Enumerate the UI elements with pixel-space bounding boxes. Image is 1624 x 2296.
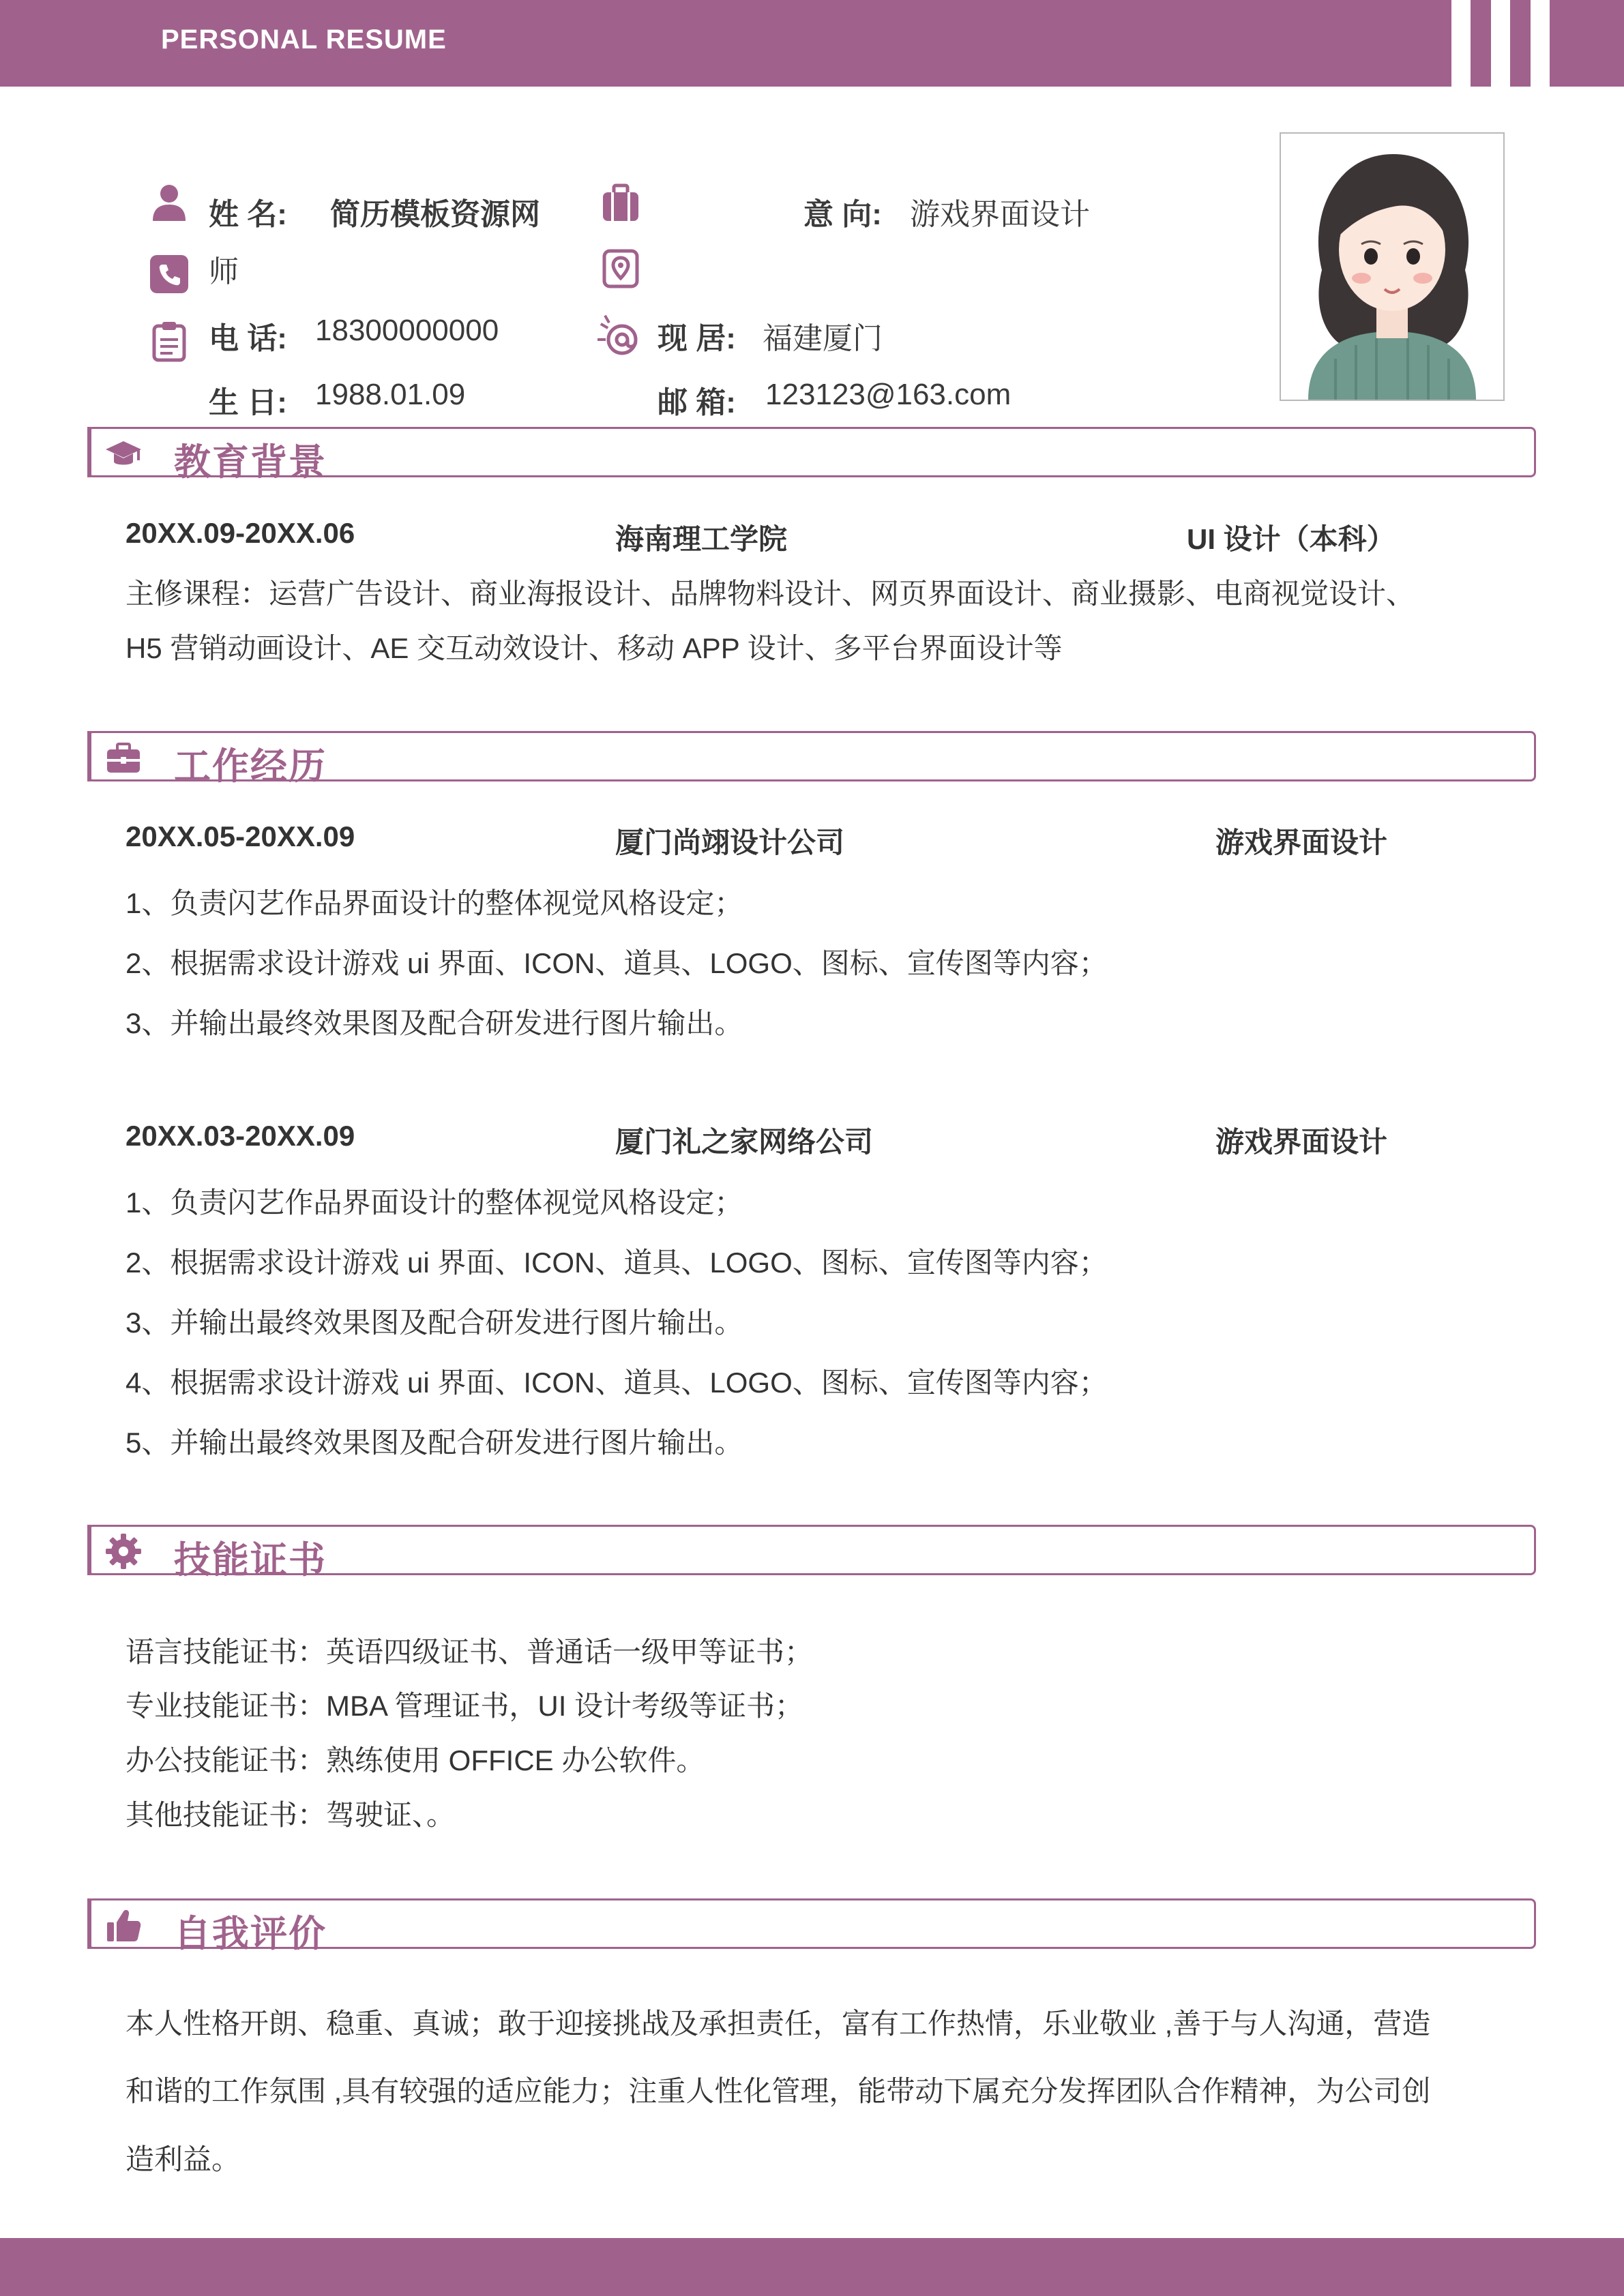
name-label: 姓 名: bbox=[209, 198, 287, 231]
birth-label: 生 日: bbox=[209, 386, 287, 419]
briefcase-icon bbox=[600, 183, 641, 224]
bottom-footer-bar bbox=[0, 2238, 1624, 2296]
name-value-wrap: 师 bbox=[209, 255, 239, 288]
header-stripe bbox=[1491, 0, 1510, 87]
section-title-skills: 技能证书 bbox=[174, 1540, 327, 1581]
section-header-skills bbox=[87, 1525, 1536, 1581]
residence-label: 现 居: bbox=[658, 322, 736, 355]
skill-item: 办公技能证书：熟练使用 OFFICE 办公软件。 bbox=[126, 1744, 705, 1776]
phone-value: 18300000000 bbox=[315, 314, 499, 347]
skill-item: 专业技能证书：MBA 管理证书，UI 设计考级等证书； bbox=[126, 1690, 804, 1722]
job-duty: 1、负责闪艺作品界面设计的整体视觉风格设定； bbox=[126, 887, 743, 919]
info-row-clipped bbox=[0, 355, 1228, 419]
job-duty: 5、并输出最终效果图及配合研发进行图片输出。 bbox=[126, 1427, 743, 1459]
education-courses-line: 主修课程：运营广告设计、商业海报设计、品牌物料设计、网页界面设计、商业摄影、电商视觉设计、 bbox=[126, 578, 1415, 610]
job-duty: 2、根据需求设计游戏 ui 界面、ICON、道具、LOGO、图标、宣传图等内容； bbox=[126, 947, 1108, 979]
job-period: 20XX.03-20XX.09 bbox=[126, 1120, 355, 1152]
section-title-self-evaluation: 自我评价 bbox=[174, 1913, 327, 1954]
gear-icon bbox=[104, 1532, 143, 1570]
skill-item: 语言技能证书：英语四级证书、普通话一级甲等证书； bbox=[126, 1636, 814, 1668]
phone-label: 电 话: bbox=[209, 322, 287, 355]
thumbs-up-icon bbox=[104, 1906, 143, 1944]
job-company: 厦门礼之家网络公司 bbox=[615, 1126, 874, 1158]
job-duty: 2、根据需求设计游戏 ui 界面、ICON、道具、LOGO、图标、宣传图等内容； bbox=[126, 1247, 1108, 1279]
header-stripe bbox=[1451, 0, 1471, 87]
section-title-education: 教育背景 bbox=[174, 442, 327, 483]
email-label: 邮 箱: bbox=[658, 386, 736, 419]
job-period: 20XX.05-20XX.09 bbox=[126, 820, 355, 852]
job-position: 游戏界面设计 bbox=[1215, 826, 1388, 859]
job-duty: 4、根据需求设计游戏 ui 界面、ICON、道具、LOGO、图标、宣传图等内容； bbox=[126, 1367, 1108, 1399]
person-icon bbox=[149, 181, 190, 222]
education-period: 20XX.09-20XX.06 bbox=[126, 517, 355, 549]
education-school: 海南理工学院 bbox=[615, 523, 788, 555]
education-major: UI 设计（本科） bbox=[1187, 523, 1396, 555]
self-evaluation-line: 本人性格开朗、稳重、真诚；敢于迎接挑战及承担责任，富有工作热情，乐业敬业 ,善于与人沟通，营造 bbox=[126, 2008, 1431, 2040]
profile-photo bbox=[1280, 132, 1505, 401]
avatar bbox=[1281, 134, 1503, 400]
job-duty: 1、负责闪艺作品界面设计的整体视觉风格设定； bbox=[126, 1187, 743, 1219]
location-pin-icon bbox=[600, 248, 641, 289]
job-position: 游戏界面设计 bbox=[1215, 1126, 1388, 1158]
email-value: 123123@163.com bbox=[765, 378, 1012, 411]
job-duty: 3、并输出最终效果图及配合研发进行图片输出。 bbox=[126, 1307, 743, 1339]
self-evaluation-line: 造利益。 bbox=[126, 2143, 241, 2175]
top-header-bar bbox=[0, 0, 1624, 87]
intent-value: 游戏界面设计 bbox=[910, 198, 1090, 231]
section-title-work: 工作经历 bbox=[174, 746, 327, 787]
section-header-education bbox=[87, 427, 1536, 483]
job-duty: 3、并输出最终效果图及配合研发进行图片输出。 bbox=[126, 1007, 743, 1039]
graduation-cap-icon bbox=[104, 434, 143, 473]
name-value: 简历模板资源网 bbox=[330, 198, 540, 231]
job-company: 厦门尚翊设计公司 bbox=[615, 826, 845, 859]
residence-value: 福建厦门 bbox=[763, 322, 883, 355]
self-evaluation-line: 和谐的工作氛围 ,具有较强的适应能力；注重人性化管理，能带动下属充分发挥团队合作精神，为公司创 bbox=[126, 2075, 1431, 2107]
email-at-icon bbox=[596, 312, 643, 359]
skill-item: 其他技能证书：驾驶证、。 bbox=[126, 1799, 456, 1831]
section-header-self-evaluation bbox=[87, 1898, 1536, 1954]
phone-icon bbox=[149, 254, 190, 295]
birth-value: 1988.01.09 bbox=[315, 378, 466, 411]
education-courses-line: H5 营销动画设计、AE 交互动效设计、移动 APP 设计、多平台界面设计等 bbox=[126, 632, 1063, 664]
toolbox-icon bbox=[104, 739, 143, 777]
intent-label: 意 向: bbox=[803, 198, 882, 231]
resume-header-title: PERSONAL RESUME bbox=[161, 25, 447, 55]
header-stripe bbox=[1531, 0, 1550, 87]
section-header-work bbox=[87, 731, 1536, 787]
